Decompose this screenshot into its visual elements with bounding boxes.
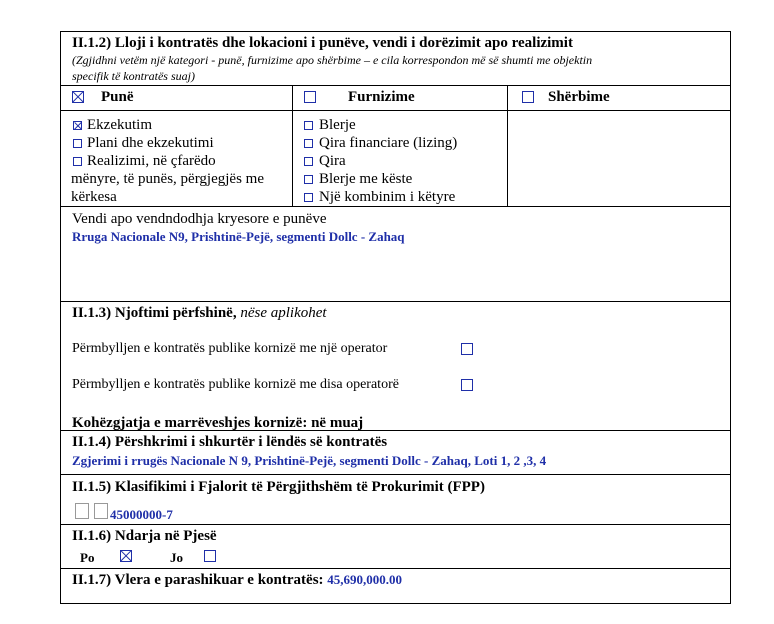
category-pune-checkbox[interactable]	[72, 91, 84, 103]
blerje-me-keste-checkbox[interactable]	[304, 175, 313, 184]
ekzekutim-checkbox[interactable]	[73, 121, 82, 130]
lots-yes-checkbox[interactable]	[120, 550, 132, 562]
divider	[61, 110, 730, 111]
divider	[61, 301, 730, 302]
category-furnizime-label: Furnizime	[348, 89, 415, 105]
kombinim-label: Një kombinim i këtyre	[319, 189, 456, 205]
framework-one-operator-label: Përmbylljen e kontratës publike kornizë me një operator	[72, 341, 388, 356]
category-sherbime-checkbox[interactable]	[522, 91, 534, 103]
divider	[61, 206, 730, 207]
section-title-ii-1-6: II.1.6) Ndarja në Pjesë	[72, 528, 217, 544]
estimated-value: 45,690,000.00	[327, 572, 403, 587]
lots-no-checkbox[interactable]	[204, 550, 216, 562]
framework-one-operator-checkbox[interactable]	[461, 343, 473, 355]
cpv-code-box[interactable]	[75, 503, 89, 519]
realizimi-checkbox[interactable]	[73, 157, 82, 166]
section-title-ii-1-7	[72, 573, 402, 588]
location-label: Vendi apo vendndodhja kryesore e punëve	[72, 211, 327, 227]
estimated-value-label: II.1.7) Vlera e parashikuar e kontratës:	[72, 572, 328, 588]
realizimi-label: Realizimi, në çfarëdo	[87, 153, 216, 169]
plani-checkbox[interactable]	[73, 139, 82, 148]
divider	[61, 524, 730, 525]
blerje-me-keste-label: Blerje me këste	[319, 171, 413, 187]
section-title-ii-1-5: II.1.5) Klasifikimi i Fjalorit të Përgjithshëm të Prokurimit (FPP)	[72, 479, 485, 495]
blerje-checkbox[interactable]	[304, 121, 313, 130]
section-note: (Zgjidhni vetëm një kategori - punë, furnizime apo shërbime – e cila korrespondon më së shumti me objektin	[72, 53, 593, 67]
category-furnizime-checkbox[interactable]	[304, 91, 316, 103]
kombinim-checkbox[interactable]	[304, 193, 313, 202]
section-title-text: II.1.3) Njoftimi përfshinë,	[72, 305, 241, 321]
cpv-code-box[interactable]	[94, 503, 108, 519]
framework-multi-operator-label: Përmbylljen e kontratës publike kornizë me disa operatorë	[72, 377, 399, 392]
plani-label: Plani dhe ekzekutimi	[87, 135, 214, 151]
location-value: Rruga Nacionale N9, Prishtinë-Pejë, segmenti Dollc - Zahaq	[72, 229, 405, 244]
lots-no-label: Jo	[170, 550, 183, 565]
contract-description-value: Zgjerimi i rrugës Nacionale N 9, Prishtinë-Pejë, segmenti Dollc - Zahaq, Loti 1, 2 ,3, 4	[72, 453, 547, 468]
section-title-italic: nëse aplikohet	[240, 305, 327, 321]
realizimi-label-cont: kërkesa	[71, 189, 117, 205]
divider	[61, 85, 730, 86]
section-title-ii-1-3	[72, 306, 327, 321]
section-note: specifik të kontratës suaj)	[72, 69, 195, 83]
ekzekutim-label: Ekzekutim	[87, 117, 152, 133]
column-divider	[507, 85, 508, 206]
realizimi-label-cont: mënyre, të punës, përgjegjës me	[71, 171, 264, 187]
divider	[61, 474, 730, 475]
framework-duration-label: Kohëzgjatja e marrëveshjes kornizë: në muaj	[72, 415, 364, 431]
framework-multi-operator-checkbox[interactable]	[461, 379, 473, 391]
category-pune-label: Punë	[101, 89, 134, 105]
category-sherbime-label: Shërbime	[548, 89, 610, 105]
qira-financiare-label: Qira financiare (lizing)	[319, 135, 458, 151]
blerje-label: Blerje	[319, 117, 356, 133]
cpv-code-value: 45000000-7	[110, 507, 173, 522]
qira-label: Qira	[319, 153, 346, 169]
section-title-ii-1-2: II.1.2) Lloji i kontratës dhe lokacioni i punëve, vendi i dorëzimit apo realizimit	[72, 35, 573, 51]
qira-checkbox[interactable]	[304, 157, 313, 166]
lots-yes-label: Po	[80, 550, 95, 565]
form-frame	[60, 31, 731, 604]
qira-financiare-checkbox[interactable]	[304, 139, 313, 148]
column-divider	[292, 85, 293, 206]
section-title-ii-1-4: II.1.4) Përshkrimi i shkurtër i lëndës së kontratës	[72, 434, 388, 450]
divider	[61, 568, 730, 569]
